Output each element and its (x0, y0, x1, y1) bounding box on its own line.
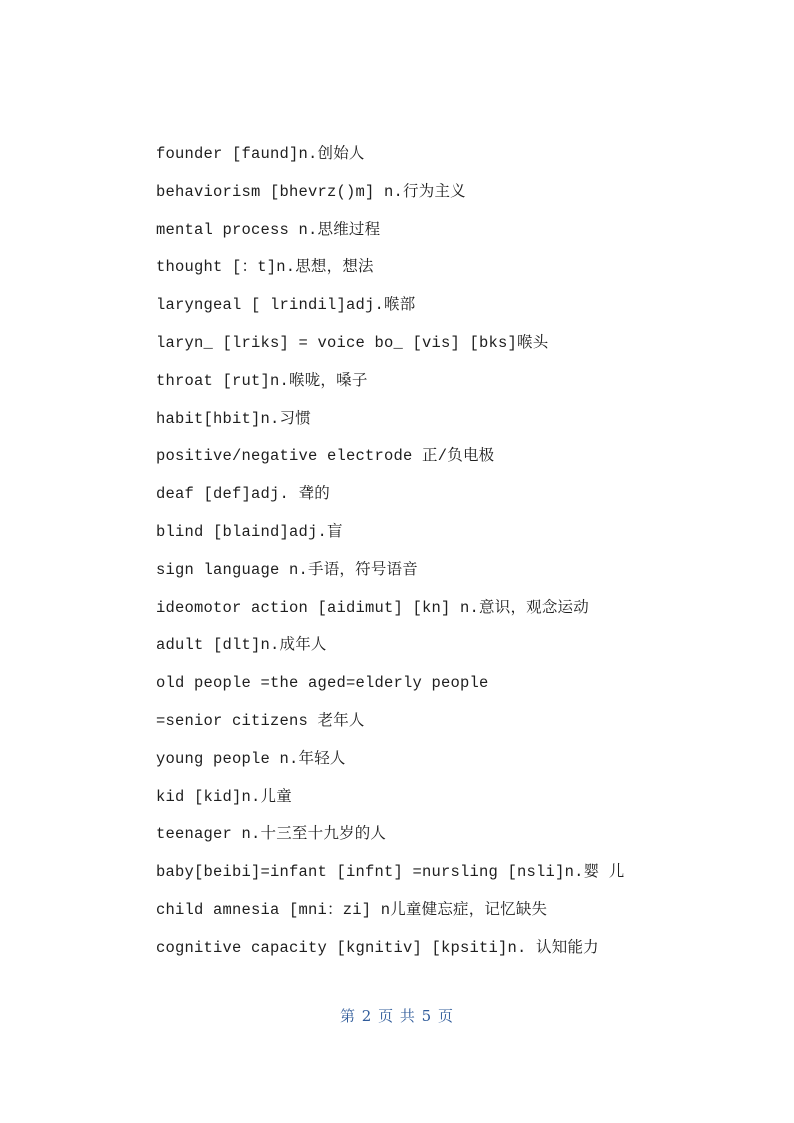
vocabulary-entry: ideomotor action [aidimut] [kn] n.意识，观念运动 (156, 598, 589, 617)
vocabulary-entry: thought [：t]n.思想，想法 (156, 258, 374, 277)
vocabulary-entry: young people n.年轻人 (156, 749, 346, 768)
vocabulary-entry: deaf [def]adj. 聋的 (156, 485, 330, 504)
vocabulary-entry: habit[hbit]n.习惯 (156, 409, 311, 428)
vocabulary-entry: =senior citizens 老年人 (156, 711, 365, 730)
vocabulary-entry: laryn_ [lriks] = voice bo_ [vis] [bks]喉头 (156, 333, 549, 352)
vocabulary-entry: laryngeal [ lrindil]adj.喉部 (156, 296, 416, 315)
vocabulary-entry: cognitive capacity [kgnitiv] [kpsiti]n. 认知能力 (156, 938, 599, 957)
vocabulary-entry: behaviorism [bhevrz()m] n.行为主义 (156, 182, 466, 201)
vocabulary-entry: adult [dlt]n.成年人 (156, 636, 327, 655)
vocabulary-entry: positive/negative electrode 正/负电极 (156, 447, 495, 466)
vocabulary-entry: baby[beibi]=infant [infnt] =nursling [nsli]n.婴 儿 (156, 863, 625, 882)
vocabulary-entry: mental process n.思维过程 (156, 220, 381, 239)
vocabulary-entry: old people =the aged=elderly people (156, 674, 489, 693)
vocabulary-entry: kid [kid]n.儿童 (156, 787, 292, 806)
vocabulary-entry: founder [faund]n.创始人 (156, 145, 365, 163)
vocabulary-list (156, 136, 716, 968)
vocabulary-entry: sign language n.手语，符号语音 (156, 560, 418, 579)
vocabulary-entry: child amnesia [mni：zi] n儿童健忘症，记忆缺失 (156, 900, 548, 919)
vocabulary-entry: teenager n.十三至十九岁的人 (156, 825, 387, 844)
page-number-footer: 第 2 页 共 5 页 (340, 1007, 454, 1025)
vocabulary-entry: blind [blaind]adj.盲 (156, 522, 343, 541)
vocabulary-entry: throat [rut]n.喉咙，嗓子 (156, 371, 368, 390)
